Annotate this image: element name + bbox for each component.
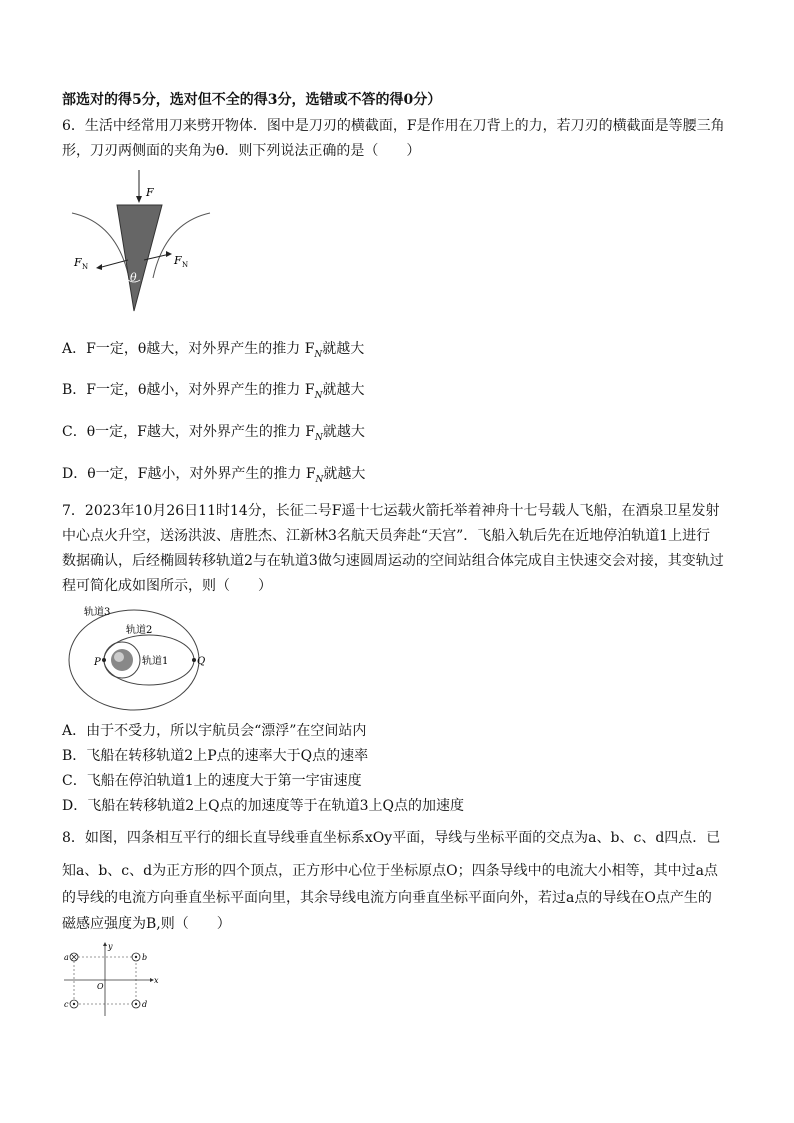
q7-orbit2-label: 轨道2 [126,625,153,636]
q6-stem-line2: 形，刀刃两侧面的夹角为θ．则下列说法正确的是（ ） [62,143,421,159]
q8-stem-line2: 知a、b、c、d为正方形的四个顶点，正方形中心位于坐标原点O；四条导线中的电流大小相等，其中过a点 [62,863,718,879]
q7-option-d: D．飞船在转移轨道2上Q点的加速度等于在轨道3上Q点的加速度 [62,798,464,814]
q7-option-c: C．飞船在停泊轨道1上的速度大于第一宇宙速度 [62,773,362,789]
q6-normal-right-label: F [174,254,182,267]
q7-stem-line4: 程可简化成如图所示，则（ ） [62,578,272,594]
q8-stem-line3: 的导线的电流方向垂直坐标平面向里，其余导线电流方向垂直坐标平面向外，若过a点的导线在O点产生的 [62,890,712,906]
q6-angle-label: θ [130,271,137,284]
q8-y-label: y [108,942,113,951]
q7-p-label: P [94,657,101,668]
q8-d-label: d [142,1000,148,1009]
q8-c-label: c [64,1000,69,1009]
q8-origin-label: O [97,982,104,991]
q8-b-label: b [142,953,148,962]
q8-a-label: a [64,953,69,962]
q6-normal-left-arrow [98,260,128,268]
q6-option-d: D．θ一定，F越小，对外界产生的推力 $F_N$就越大 [62,466,366,485]
q7-stem-line2: 中心点火升空，送汤洪波、唐胜杰、江新林3名航天员奔赴“天宫”．飞船入轨后先在近地停泊轨道1上进行 [62,528,711,544]
q7-stem-line1: 7．2023年10月26日11时14分，长征二号F遥十七运载火箭托举着神舟十七号载人飞船，在酒泉卫星发射 [62,503,720,519]
q6-normal-left-sub: N [82,263,89,271]
q7-point-q [192,658,196,662]
q7-option-a: A．由于不受力，所以宇航员会“漂浮”在空间站内 [62,723,367,739]
q7-orbit1-label: 轨道1 [142,656,169,667]
q6-option-c: C．θ一定，F越大，对外界产生的推力 $F_N$就越大 [62,424,365,443]
q6-option-a: A．F一定，θ越大，对外界产生的推力 $F_N$就越大 [62,341,365,360]
q6-force-label: F [146,186,154,199]
q6-stem-line1: 6．生活中经常用刀来劈开物体．图中是刀刃的横截面，F是作用在刀背上的力，若刀刃的横截面是等腰三角 [62,118,725,134]
q6-normal-right-sub: N [182,261,189,269]
q7-point-p [102,658,106,662]
q7-orbit-figure [62,600,212,712]
q8-x-label: x [154,976,159,985]
q7-q-label: Q [197,656,206,667]
q6-blade-figure [62,168,222,318]
q7-stem-line3: 数据确认，后经椭圆转移轨道2与在轨道3做匀速圆周运动的空间站组合体完成自主快速交会对接，其变轨过 [62,553,724,569]
q6-normal-left-label: F [74,256,82,269]
q7-option-b: B．飞船在转移轨道2上P点的速率大于Q点的速率 [62,748,369,764]
q7-orbit3-label: 轨道3 [84,607,111,618]
section-instruction: 部选对的得5分，选对但不全的得3分，选错或不答的得0分） [62,92,442,108]
q6-blade [117,205,162,311]
q8-stem-line4: 磁感应强度为B,则（ ） [62,916,231,932]
q6-option-b: B．F一定，θ越小，对外界产生的推力 $F_N$就越大 [62,382,365,401]
q8-wire-figure [62,942,162,1018]
q8-stem-line1: 8．如图，四条相互平行的细长直导线垂直坐标系xOy平面，导线与坐标平面的交点为a、b、c、d四点．已 [62,830,721,846]
